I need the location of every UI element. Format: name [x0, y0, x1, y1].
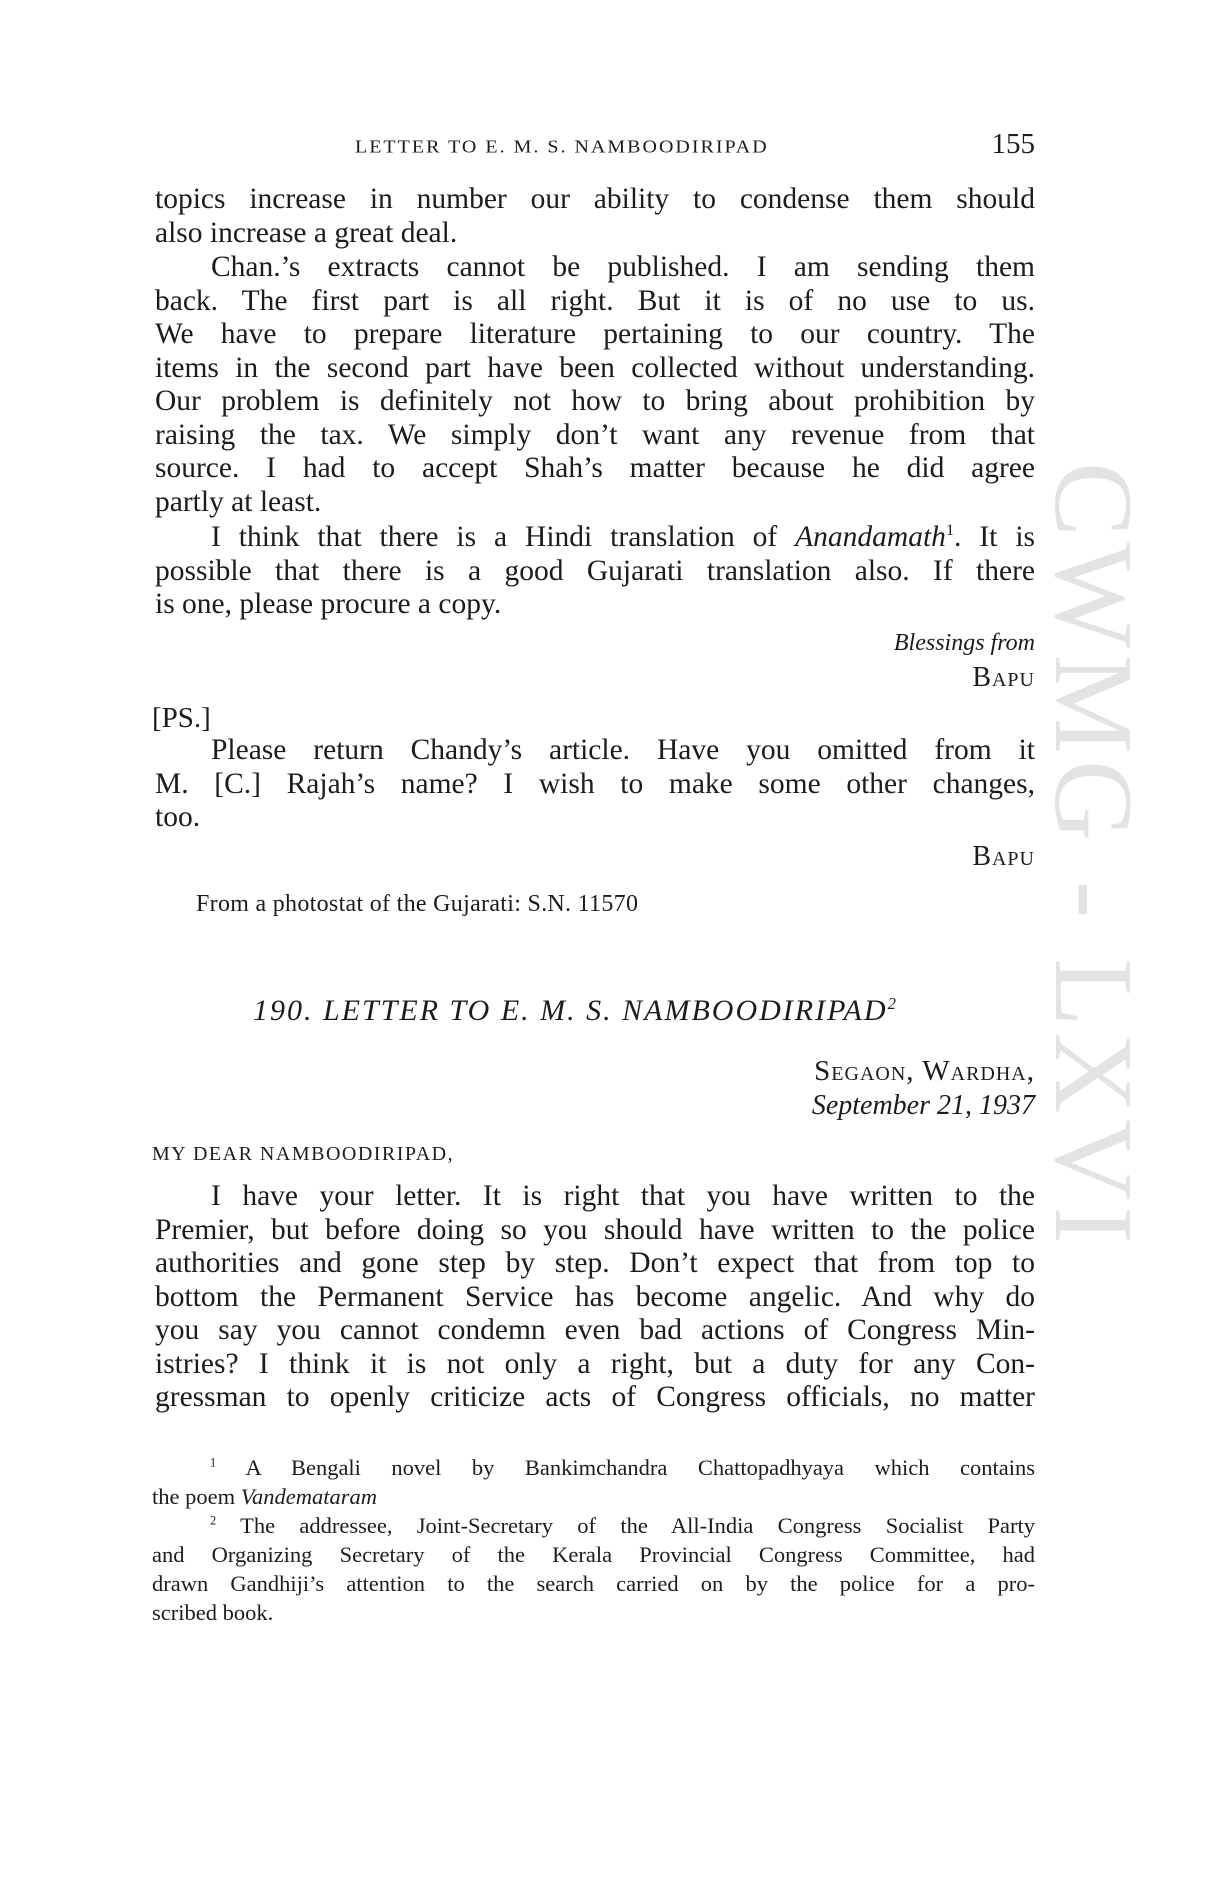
text-line: gressman to openly criticize acts of Congress officials, no matter [155, 1381, 1035, 1413]
postscript-label: [PS.] [152, 702, 211, 734]
text-line: source. I had to accept Shah’s matter because he did agree [155, 452, 1035, 484]
text-line: raising the tax. We simply don’t want any revenue from that [155, 418, 1035, 451]
paragraph-continuation [155, 183, 1035, 250]
volume-watermark [1031, 462, 1155, 1452]
signature: Bapu [972, 662, 1035, 693]
postscript-body [155, 734, 1035, 835]
text-line: partly at least. [155, 485, 322, 518]
footnote-line: $^2$ The addressee, Joint-Secretary of the All-India Congress Socialist Party [210, 1513, 1035, 1538]
text-line: bottom the Permanent Service has become angelic. And why do [155, 1280, 1035, 1313]
text-line: Please return Chandy’s article. Have you omitted from it [211, 734, 1035, 766]
text-line: I think that there is a Hindi translation of Anandamath$^1$. It is [211, 521, 1035, 553]
paragraph-extracts [155, 251, 1035, 519]
text-line: is one, please procure a copy. [155, 588, 502, 620]
book-title: Anandamath [795, 521, 946, 553]
text-line: istries? I think it is not only a right, but a duty for any Con- [155, 1347, 1035, 1380]
blessings: Blessings from [893, 630, 1035, 656]
source-note: From a photostat of the Gujarati: S.N. 11570 [196, 891, 639, 917]
footnote-ref-2: 2 [887, 994, 898, 1013]
text-line: items in the second part have been collected without understanding. [155, 351, 1035, 384]
salutation: MY DEAR NAMBOODIRIPAD, [152, 1143, 455, 1165]
text-line: back. The first part is all right. But it is of no use to us. [155, 284, 1035, 317]
letter-body [155, 1180, 1035, 1415]
watermark-text: CWMG - LXVI [1031, 462, 1155, 1250]
text-line: Premier, but before doing so you should have written to the police [155, 1213, 1035, 1246]
page-header [155, 128, 1035, 172]
footnote-ref-1: 1 [945, 521, 955, 540]
text-line: I have your letter. It is right that you have written to the [211, 1180, 1035, 1212]
section-title: 190. LETTER TO E. M. S. NAMBOODIRIPAD$^2$ [253, 994, 898, 1027]
text-line: We have to prepare literature pertaining to our country. The [155, 318, 1035, 350]
footnote-mark: 2 [210, 1513, 217, 1528]
footnote-line: $^1$ A Bengali novel by Bankimchandra Chattopadhyaya which contains [210, 1455, 1035, 1480]
footnote-line: the poem Vandemataram [152, 1484, 377, 1509]
footnote-line: scribed book. [152, 1600, 274, 1625]
footnote-1 [152, 1453, 1035, 1511]
text-line: topics increase in number our ability to condense them should [155, 183, 1035, 215]
text-line: Our problem is definitely not how to bring about prohibition by [155, 385, 1035, 417]
footnote-2 [152, 1511, 1035, 1627]
text-line: also increase a great deal. [155, 216, 458, 249]
footnote-line: and Organizing Secretary of the Kerala Provincial Congress Committee, had [152, 1542, 1035, 1567]
text-line: you say you cannot condemn even bad actions of Congress Min- [155, 1314, 1035, 1346]
running-head: LETTER TO E. M. S. NAMBOODIRIPAD [355, 136, 769, 158]
footnote-line: drawn Gandhiji’s attention to the search carried on by the police for a pro- [152, 1571, 1035, 1596]
letter-date: September 21, 1937 [811, 1090, 1035, 1121]
text-line: Chan.’s extracts cannot be published. I am sending them [211, 251, 1035, 283]
text-line: authorities and gone step by step. Don’t expect that from top to [155, 1247, 1035, 1279]
page-number: 155 [991, 128, 1035, 160]
text-line: too. [155, 801, 201, 833]
postscript-signature: Bapu [972, 841, 1035, 872]
text-line: possible that there is a good Gujarati translation also. If there [155, 554, 1035, 587]
paragraph-anandamath [155, 521, 1035, 622]
footnote-mark: 1 [210, 1455, 217, 1470]
letter-place: Segaon, Wardha, [814, 1055, 1035, 1087]
text-line: M. [C.] Rajah’s name? I wish to make some other changes, [155, 767, 1035, 800]
